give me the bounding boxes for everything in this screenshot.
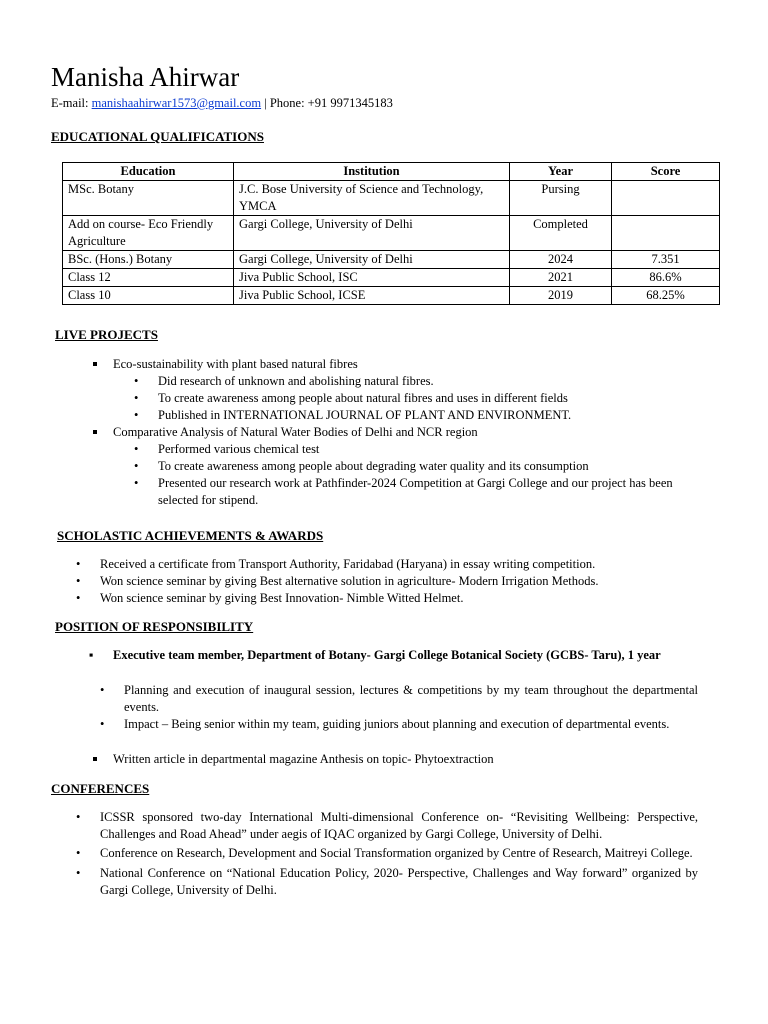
table-row: [63, 216, 720, 251]
responsibility-list: [89, 647, 698, 664]
email-label: E-mail:: [51, 96, 92, 110]
project-title: Eco-sustainability with plant based natural fibres: [113, 357, 358, 371]
table-cell-education: Class 12: [63, 269, 234, 287]
table-row: [63, 287, 720, 305]
project-title: Comparative Analysis of Natural Water Bodies of Delhi and NCR region: [113, 425, 478, 439]
column-header-institution: Institution: [234, 163, 510, 181]
project-item: [113, 356, 703, 424]
table-cell-year: 2019: [510, 287, 612, 305]
table-cell-score: [612, 216, 720, 251]
table-cell-year: Pursing: [510, 181, 612, 216]
table-cell-score: 68.25%: [612, 287, 720, 305]
table-cell-institution: Jiva Public School, ISC: [234, 269, 510, 287]
responsibility-extra-list: [113, 751, 698, 768]
table-row: [63, 181, 720, 216]
conferences-heading: CONFERENCES: [51, 781, 150, 796]
project-point: • To create awareness among people about natural fibres and uses in different fields: [158, 390, 703, 407]
column-header-score: Score: [612, 163, 720, 181]
table-cell-institution: Jiva Public School, ICSE: [234, 287, 510, 305]
table-cell-score: 86.6%: [612, 269, 720, 287]
achievement-item: • Received a certificate from Transport Authority, Faridabad (Haryana) in essay writing competition.: [100, 556, 700, 573]
education-heading: EDUCATIONAL QUALIFICATIONS: [51, 129, 264, 144]
conference-item: • ICSSR sponsored two-day International Multi-dimensional Conference on- “Revisiting Wellbeing: Perspective, Challenges and Road Ahead” under aegis of IQAC organized by Gargi College, University of Delhi.: [100, 809, 698, 843]
project-point: • Did research of unknown and abolishing natural fibres.: [158, 373, 703, 390]
square-bullet-icon: ▪: [89, 648, 94, 662]
table-cell-institution: Gargi College, University of Delhi: [234, 216, 510, 251]
column-header-year: Year: [510, 163, 612, 181]
responsibility-extra: Written article in departmental magazine Anthesis on topic- Phytoextraction: [113, 751, 698, 768]
responsibility-role: [89, 647, 698, 664]
candidate-name: Manisha Ahirwar: [51, 62, 240, 92]
responsibility-point: • Planning and execution of inaugural session, lectures & competitions by my team throughout the departmental events.: [124, 682, 698, 716]
project-point: • Published in INTERNATIONAL JOURNAL OF PLANT AND ENVIRONMENT.: [158, 407, 703, 424]
contact-line: [51, 95, 393, 112]
table-cell-education: BSc. (Hons.) Botany: [63, 251, 234, 269]
table-row: [63, 251, 720, 269]
achievements-list: [100, 556, 700, 607]
email-link[interactable]: manishaahirwar1573@gmail.com: [91, 96, 262, 110]
project-points: [113, 441, 703, 509]
table-row: [63, 269, 720, 287]
table-cell-year: 2021: [510, 269, 612, 287]
table-cell-score: 7.351: [612, 251, 720, 269]
table-cell-education: Class 10: [63, 287, 234, 305]
achievements-heading: SCHOLASTIC ACHIEVEMENTS & AWARDS: [57, 528, 324, 543]
table-cell-year: Completed: [510, 216, 612, 251]
table-cell-education: MSc. Botany: [63, 181, 234, 216]
table-cell-score: [612, 181, 720, 216]
conference-item: • Conference on Research, Development and Social Transformation organized by Centre of Research, Maitreyi College.: [100, 845, 698, 862]
responsibility-role-text: Executive team member, Department of Botany- Gargi College Botanical Society (GCBS- Taru), 1 year: [113, 648, 661, 662]
education-table: [62, 162, 720, 305]
table-cell-institution: Gargi College, University of Delhi: [234, 251, 510, 269]
table-cell-institution: J.C. Bose University of Science and Technology, YMCA: [234, 181, 510, 216]
table-cell-year: 2024: [510, 251, 612, 269]
conferences-list: [100, 809, 698, 899]
conference-item: • National Conference on “National Education Policy, 2020- Perspective, Challenges and Way forward” organized by Gargi College, University of Delhi.: [100, 865, 698, 899]
table-cell-education: Add on course- Eco Friendly Agriculture: [63, 216, 234, 251]
project-points: [113, 373, 703, 424]
projects-heading: LIVE PROJECTS: [55, 327, 158, 342]
project-point: • Performed various chemical test: [158, 441, 703, 458]
table-header-row: [63, 163, 720, 181]
column-header-education: Education: [63, 163, 234, 181]
projects-list: [113, 356, 703, 509]
responsibility-point: • Impact – Being senior within my team, guiding juniors about planning and execution of departmental events.: [124, 716, 698, 733]
responsibility-points: [124, 682, 698, 733]
project-point: • To create awareness among people about degrading water quality and its consumption: [158, 458, 703, 475]
achievement-item: • Won science seminar by giving Best Innovation- Nimble Witted Helmet.: [100, 590, 700, 607]
project-point: • Presented our research work at Pathfinder-2024 Competition at Gargi College and our project has been selected for stipend.: [158, 475, 703, 509]
project-item: [113, 424, 703, 509]
responsibility-heading: POSITION OF RESPONSIBILITY: [55, 619, 254, 634]
achievement-item: • Won science seminar by giving Best alternative solution in agriculture- Modern Irrigation Methods.: [100, 573, 700, 590]
phone-text: | Phone: +91 9971345183: [261, 96, 393, 110]
